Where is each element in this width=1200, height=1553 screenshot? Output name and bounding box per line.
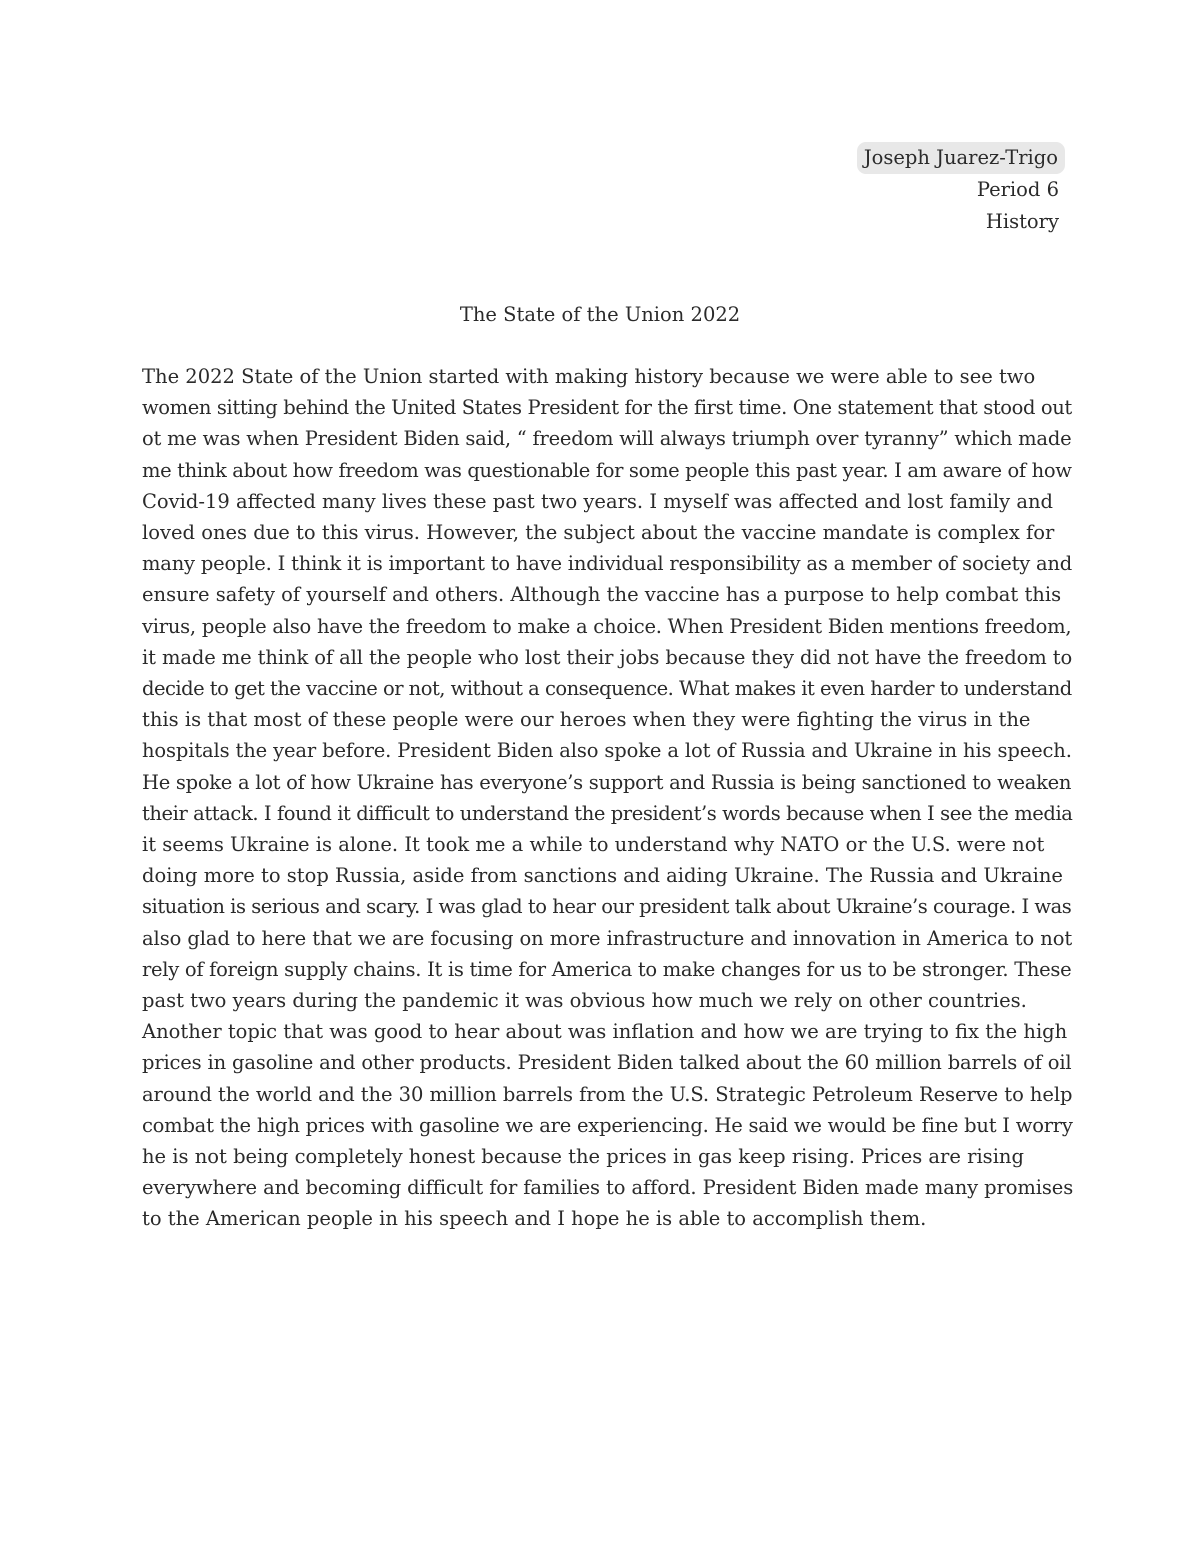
body-line: everywhere and becoming difficult for families to afford. President Biden made many promises: [142, 1176, 1074, 1200]
body-line: hospitals the year before. President Biden also spoke a lot of Russia and Ukraine in his speech.: [142, 739, 1072, 763]
body-line: it made me think of all the people who lost their jobs because they did not have the freedom to: [142, 645, 1073, 669]
body-line: Covid-19 affected many lives these past two years. I myself was affected and lost family and: [142, 489, 1054, 513]
body-line: virus, people also have the freedom to make a choice. When President Biden mentions freedom,: [142, 614, 1072, 638]
body-line: combat the high prices with gasoline we are experiencing. He said we would be fine but I worry: [142, 1113, 1073, 1137]
body-line: to the American people in his speech and I hope he is able to accomplish them.: [142, 1207, 927, 1231]
body-line: women sitting behind the United States President for the first time. One statement that stood out: [142, 396, 1072, 420]
body-line: prices in gasoline and other products. President Biden talked about the 60 million barrels of oil: [142, 1051, 1072, 1075]
class-period: Period 6: [976, 178, 1059, 201]
body-line: this is that most of these people were our heroes when they were fighting the virus in the: [142, 708, 1031, 732]
body-line: ot me was when President Biden said, “ freedom will always triumph over tyranny” which made: [142, 427, 1072, 451]
body-line: ensure safety of yourself and others. Although the vaccine has a purpose to help combat this: [142, 583, 1062, 607]
class-subject: History: [985, 210, 1059, 233]
body-line: doing more to stop Russia, aside from sanctions and aiding Ukraine. The Russia and Ukraine: [142, 864, 1063, 888]
body-line: he is not being completely honest because the prices in gas keep rising. Prices are rising: [142, 1145, 1024, 1169]
body-line: rely of foreign supply chains. It is time for America to make changes for us to be stronger. These: [142, 957, 1072, 981]
body-line: me think about how freedom was questionable for some people this past year. I am aware of how: [142, 458, 1072, 482]
body-line: situation is serious and scary. I was glad to hear our president talk about Ukraine’s courage. I was: [142, 895, 1072, 919]
body-line: also glad to here that we are focusing on more infrastructure and innovation in America to not: [142, 926, 1073, 950]
body-line: around the world and the 30 million barrels from the U.S. Strategic Petroleum Reserve to help: [142, 1082, 1073, 1106]
document-title: The State of the Union 2022: [459, 303, 741, 326]
body-line: past two years during the pandemic it was obvious how much we rely on other countries.: [142, 989, 1027, 1013]
body-line: He spoke a lot of how Ukraine has everyone’s support and Russia is being sanctioned to weaken: [142, 770, 1072, 794]
header-block: [857, 142, 1059, 238]
body-line: it seems Ukraine is alone. It took me a while to understand why NATO or the U.S. were not: [142, 833, 1045, 857]
body-line: their attack. I found it difficult to understand the president’s words because when I see the media: [142, 801, 1073, 825]
body-line: many people. I think it is important to have individual responsibility as a member of society and: [142, 552, 1073, 576]
body-paragraph: [142, 361, 1072, 1235]
body-line: The 2022 State of the Union started with making history because we were able to see two: [142, 365, 1036, 388]
author-name[interactable]: Joseph Juarez-Trigo: [857, 142, 1065, 174]
body-line: loved ones due to this virus. However, the subject about the vaccine mandate is complex for: [142, 521, 1055, 545]
body-line: Another topic that was good to hear about was inflation and how we are trying to fix the high: [142, 1020, 1068, 1044]
body-line: decide to get the vaccine or not, without a consequence. What makes it even harder to understand: [142, 677, 1072, 701]
author-line: [857, 142, 1059, 174]
